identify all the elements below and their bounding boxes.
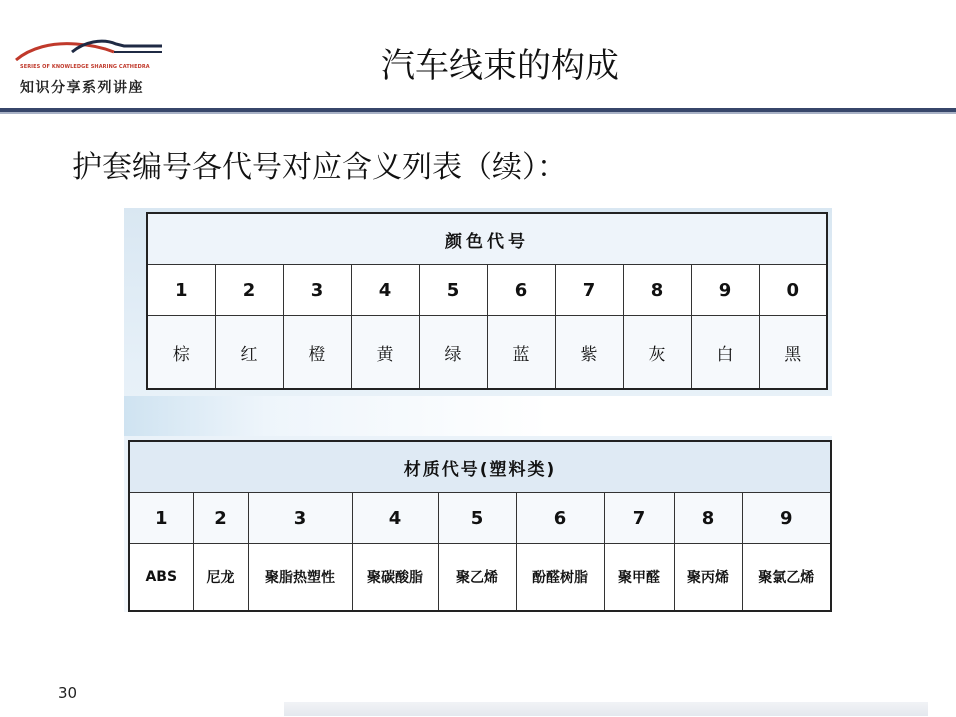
- title-divider-shadow: [0, 112, 956, 114]
- footer-bar: [284, 702, 928, 716]
- subtitle: [72, 142, 772, 186]
- material-name-cell: 聚乙烯: [438, 544, 516, 612]
- color-code-cell: 4: [351, 265, 419, 316]
- tables-panel-gap: [124, 396, 832, 436]
- page-number: 30: [58, 684, 78, 702]
- page-title: 汽车线束的构成: [381, 46, 619, 86]
- color-code-table: [146, 212, 828, 390]
- color-code-cell: 5: [419, 265, 487, 316]
- brand-name: 知识分享系列讲座: [20, 80, 144, 96]
- material-code-cell: 7: [604, 493, 674, 544]
- color-name-cell: 棕: [147, 316, 215, 390]
- color-name-cell: 黑: [759, 316, 827, 390]
- color-name-cell: 紫: [555, 316, 623, 390]
- material-code-cell: 5: [438, 493, 516, 544]
- color-code-cell: 3: [283, 265, 351, 316]
- color-name-cell: 红: [215, 316, 283, 390]
- color-name-cell: 白: [691, 316, 759, 390]
- color-code-cell: 8: [623, 265, 691, 316]
- material-name-cell: 尼龙: [193, 544, 248, 612]
- color-code-cell: 9: [691, 265, 759, 316]
- subtitle-text: 护套编号各代号对应含义列表（续）：: [72, 150, 567, 185]
- material-code-table: [128, 440, 832, 612]
- brand-tagline: SERIES OF KNOWLEDGE SHARING CATHEDRA: [20, 64, 150, 70]
- material-name-cell: 聚脂热塑性: [248, 544, 352, 612]
- color-code-cell: 6: [487, 265, 555, 316]
- color-code-cell: 0: [759, 265, 827, 316]
- color-name-cell: 蓝: [487, 316, 555, 390]
- material-code-cell: 3: [248, 493, 352, 544]
- color-name-cell: 黄: [351, 316, 419, 390]
- material-name-cell: 聚氯乙烯: [742, 544, 831, 612]
- color-table-caption: 颜色代号: [147, 213, 827, 265]
- material-name-cell: 聚丙烯: [674, 544, 742, 612]
- material-code-cell: 9: [742, 493, 831, 544]
- material-code-cell: 4: [352, 493, 438, 544]
- material-name-cell: ABS: [129, 544, 193, 612]
- color-code-cell: 7: [555, 265, 623, 316]
- material-name-cell: 酚醛树脂: [516, 544, 604, 612]
- color-code-cell: 2: [215, 265, 283, 316]
- material-code-cell: 2: [193, 493, 248, 544]
- material-name-cell: 聚甲醛: [604, 544, 674, 612]
- material-table-caption: 材质代号(塑料类): [129, 441, 831, 493]
- color-name-cell: 灰: [623, 316, 691, 390]
- color-name-cell: 绿: [419, 316, 487, 390]
- color-name-cell: 橙: [283, 316, 351, 390]
- material-code-cell: 6: [516, 493, 604, 544]
- color-code-cell: 1: [147, 265, 215, 316]
- car-silhouette-icon: [12, 34, 172, 68]
- material-code-cell: 1: [129, 493, 193, 544]
- brand-logo: [12, 34, 172, 100]
- material-name-cell: 聚碳酸脂: [352, 544, 438, 612]
- material-code-cell: 8: [674, 493, 742, 544]
